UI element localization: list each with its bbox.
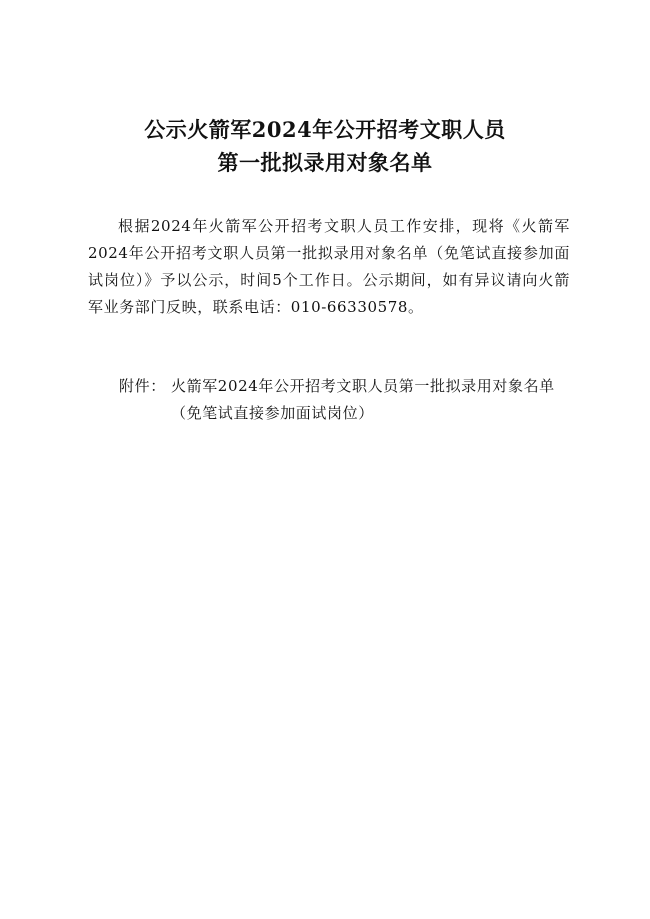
document-title — [0, 113, 650, 179]
body-paragraph: 根据2024年火箭军公开招考文职人员工作安排，现将《火箭军2024年公开招考文职人员第一批拟录用对象名单（免笔试直接参加面试岗位）》予以公示，时间5个工作日。公示期间，如有异议请向火箭军业务部门反映，联系电话：010-66330578。 — [88, 217, 570, 316]
attachment-text: 火箭军2024年公开招考文职人员第一批拟录用对象名单（免笔试直接参加面试岗位） — [171, 377, 555, 422]
attachment-label: 附件： — [119, 377, 166, 395]
title-line-2: 第一批拟录用对象名单 — [217, 150, 433, 175]
title-line-1: 公示火箭军2024年公开招考文职人员 — [144, 117, 506, 142]
